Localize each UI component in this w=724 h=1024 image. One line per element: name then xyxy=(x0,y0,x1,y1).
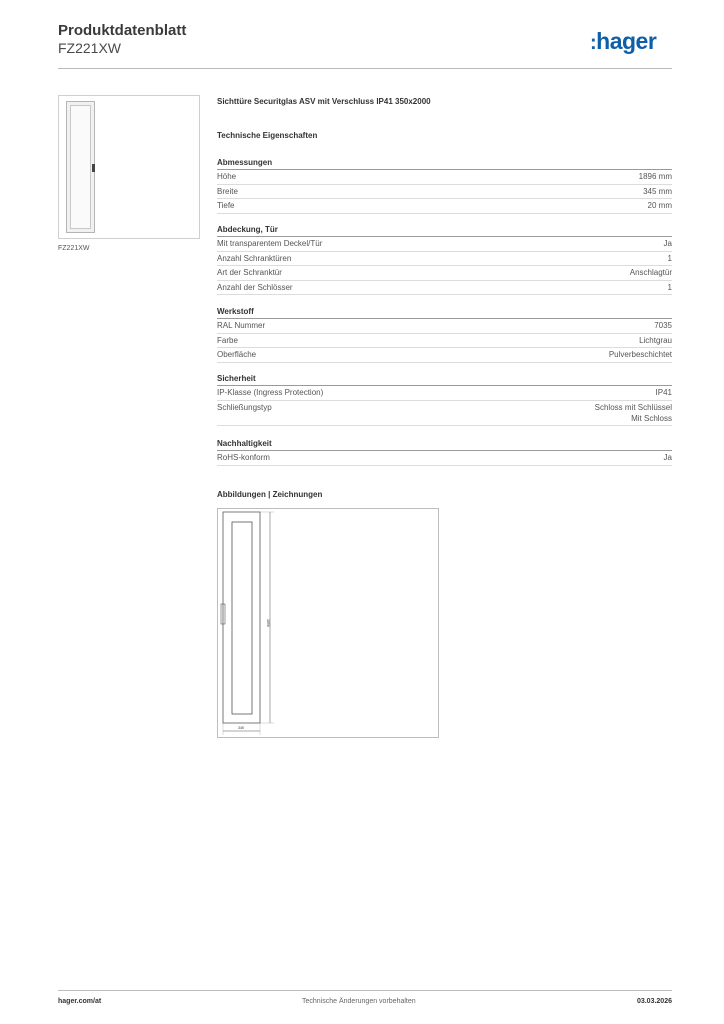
spec-label: Farbe xyxy=(217,335,238,345)
spec-row xyxy=(217,319,672,334)
spec-label: Tiefe xyxy=(217,201,235,210)
technical-properties-heading: Technische Eigenschaften xyxy=(217,131,318,140)
section-title: Sicherheit xyxy=(217,373,672,386)
spec-value: 20 mm xyxy=(647,201,672,210)
logo-text: hager xyxy=(596,28,657,54)
spec-row xyxy=(217,237,672,252)
spec-row xyxy=(217,170,672,185)
spec-value-secondary: Mit Schloss xyxy=(631,413,672,423)
section-material xyxy=(217,306,672,363)
spec-value: 1 xyxy=(667,282,672,292)
section-title: Abdeckung, Tür xyxy=(217,224,672,237)
width-label: 345 xyxy=(238,726,244,730)
drawing-svg xyxy=(218,509,438,737)
spec-label: Anzahl der Schlösser xyxy=(217,282,293,292)
spec-row xyxy=(217,199,672,214)
door-glass xyxy=(70,105,91,229)
spec-value: Ja xyxy=(663,239,672,248)
footer-website: hager.com/at xyxy=(58,998,102,1005)
spec-row xyxy=(217,401,672,426)
footer-date: 03.03.2026 xyxy=(636,998,672,1005)
spec-row xyxy=(217,451,672,466)
spec-value: 7035 xyxy=(654,321,672,330)
spec-value: Lichtgrau xyxy=(639,335,672,345)
spec-value: 1 xyxy=(667,253,672,263)
spec-row xyxy=(217,386,672,401)
spec-value: IP41 xyxy=(655,388,672,397)
glass-outline xyxy=(232,522,252,714)
product-code: FZ221XW xyxy=(58,40,122,56)
spec-label: Anzahl Schranktüren xyxy=(217,253,292,263)
spec-row xyxy=(217,185,672,200)
spec-label: Oberfläche xyxy=(217,350,257,359)
spec-row xyxy=(217,252,672,267)
door-outline xyxy=(223,512,260,723)
spec-value: Ja xyxy=(663,453,672,462)
spec-row xyxy=(217,334,672,349)
footer-notice: Technische Änderungen vorbehalten xyxy=(302,998,416,1005)
spec-value: Pulverbeschichtet xyxy=(608,350,672,359)
spec-row xyxy=(217,281,672,296)
spec-value-multiline xyxy=(595,402,672,424)
product-thumbnail xyxy=(58,95,200,239)
product-title: Sichttüre Securitglas ASV mit Verschluss IP41 350x2000 xyxy=(217,97,431,106)
spec-label: RoHS-konform xyxy=(217,453,270,462)
document-title: Produktdatenblatt xyxy=(58,22,187,39)
door-handle xyxy=(92,164,95,172)
door-image xyxy=(66,101,95,233)
section-title: Werkstoff xyxy=(217,306,672,319)
figures-heading: Abbildungen | Zeichnungen xyxy=(217,490,323,499)
spec-label: RAL Nummer xyxy=(217,321,266,330)
section-dimensions xyxy=(217,157,672,214)
section-security xyxy=(217,373,672,426)
technical-drawing xyxy=(217,508,439,738)
spec-label: IP-Klasse (Ingress Protection) xyxy=(217,388,324,397)
section-cover-door xyxy=(217,224,672,295)
header-divider xyxy=(58,68,672,69)
spec-label: Breite xyxy=(217,186,238,196)
hager-logo: :hager xyxy=(590,28,657,54)
spec-row xyxy=(217,348,672,363)
spec-label: Art der Schranktür xyxy=(217,268,282,277)
spec-label: Höhe xyxy=(217,172,237,181)
spec-value: Schloss mit Schlüssel xyxy=(594,402,672,412)
section-title: Abmessungen xyxy=(217,157,672,170)
spec-value: Anschlagtür xyxy=(629,268,672,277)
spec-row xyxy=(217,266,672,281)
section-title: Nachhaltigkeit xyxy=(217,438,672,451)
spec-value: 345 mm xyxy=(643,186,672,196)
spec-value: 1896 mm xyxy=(638,172,672,181)
spec-label: Mit transparentem Deckel/Tür xyxy=(217,239,323,248)
spec-label: Schließungstyp xyxy=(217,402,272,412)
height-label: 1896 xyxy=(266,619,270,627)
thumbnail-caption: FZ221XW xyxy=(58,245,90,252)
footer-divider xyxy=(58,990,672,991)
section-sustainability xyxy=(217,438,672,466)
